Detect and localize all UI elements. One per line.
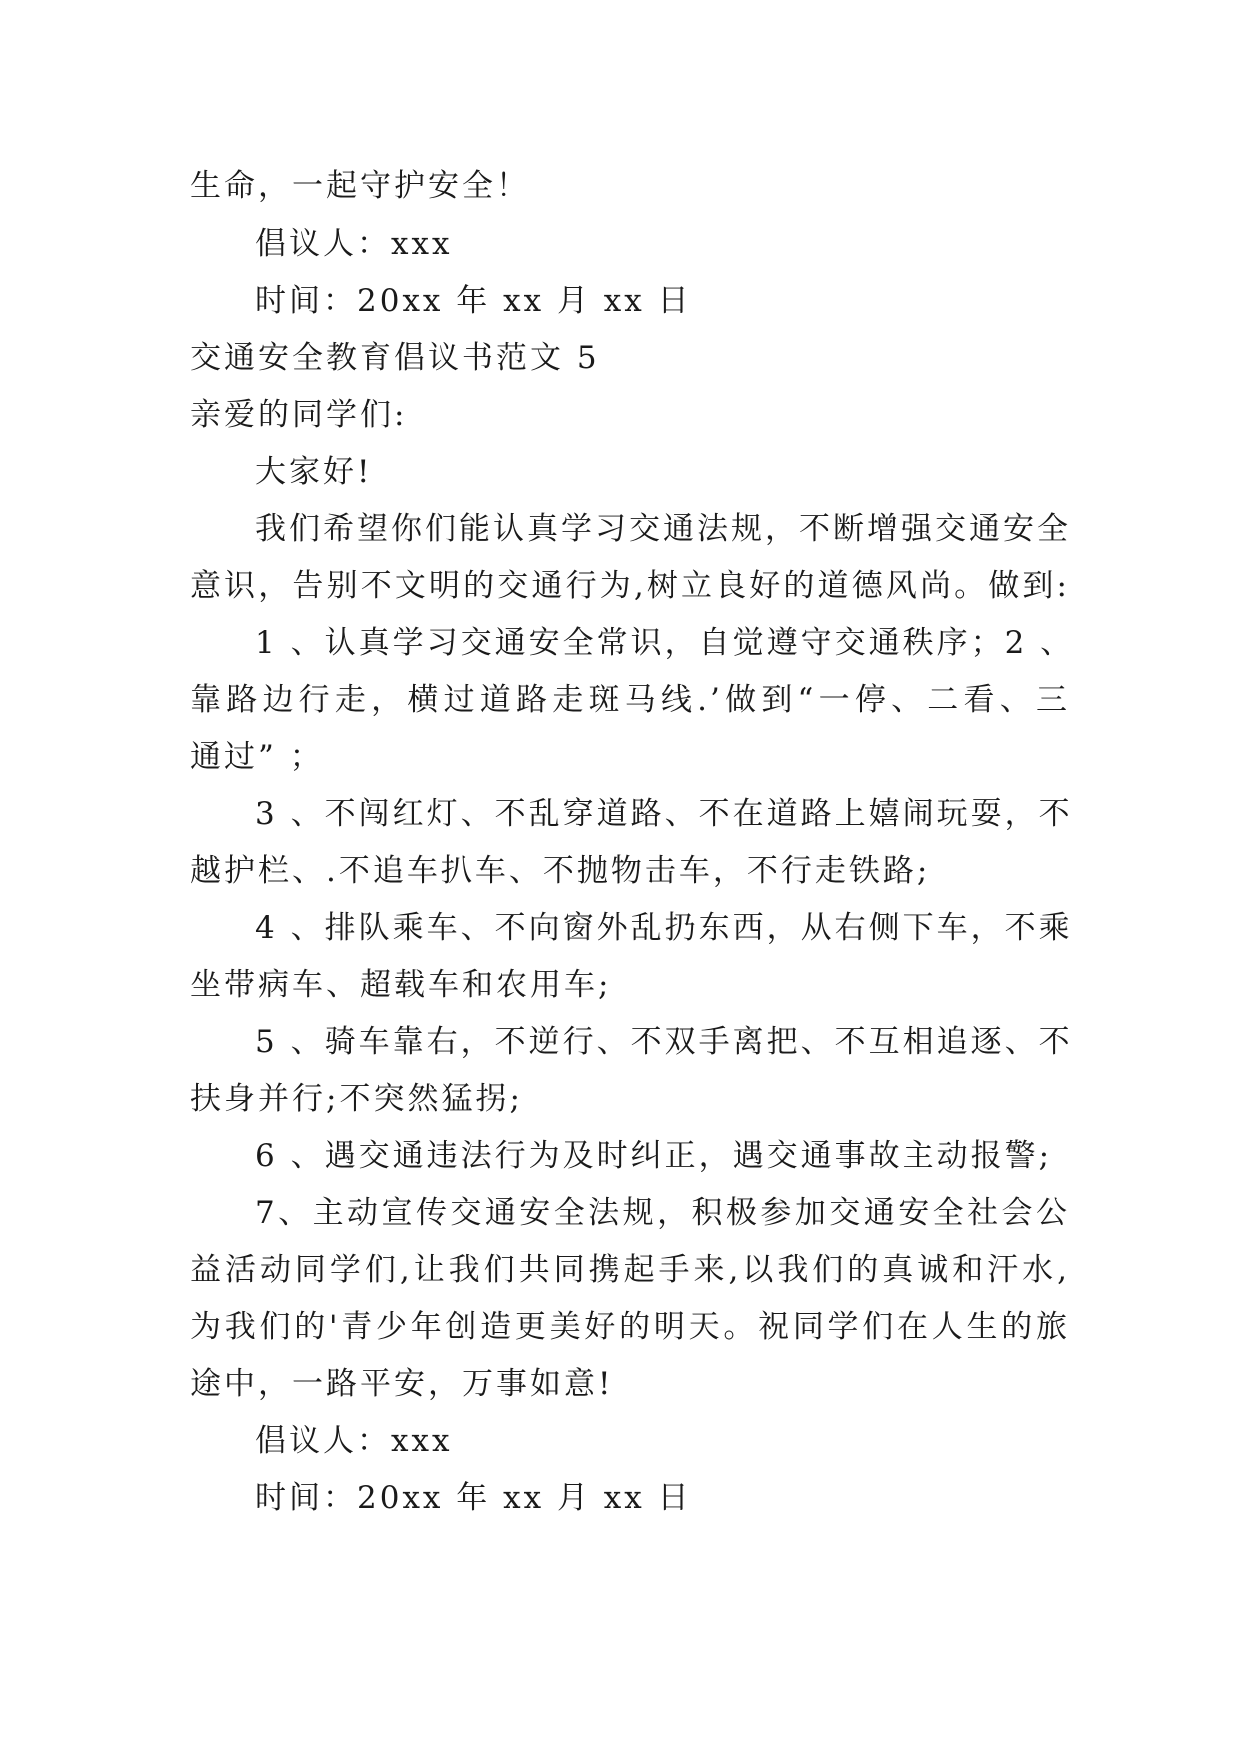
- proposer-line: 倡议人：xxx: [255, 226, 453, 262]
- list-item-3-line: 越护栏、.不追车扒车、不抛物击车，不行走铁路;: [190, 853, 931, 889]
- proposer-line: 倡议人：xxx: [255, 1423, 453, 1459]
- list-item-7-line: 途中，一路平安，万事如意!: [190, 1366, 614, 1402]
- list-item-7-line: 7、主动宣传交通安全法规，积极参加交通安全社会公: [255, 1195, 1070, 1231]
- text-line-1: 生命，一起守护安全！: [190, 168, 530, 204]
- list-item-2-line: 通过” ；: [190, 739, 324, 775]
- paragraph-line: 我们希望你们能认真学习交通法规，不断增强交通安全: [255, 511, 1071, 547]
- list-item-7-line: 益活动同学们,让我们共同携起手来,以我们的真诚和汗水,: [190, 1252, 1070, 1288]
- date-line: 时间：20xx 年 xx 月 xx 日: [255, 1480, 692, 1516]
- list-item-5-line: 5 、骑车靠右，不逆行、不双手离把、不互相追逐、不: [255, 1024, 1073, 1060]
- greeting: 大家好!: [255, 454, 373, 490]
- list-item-1-line: 1 、认真学习交通安全常识，自觉遵守交通秩序；2 、: [255, 625, 1075, 661]
- date-line: 时间：20xx 年 xx 月 xx 日: [255, 283, 692, 319]
- paragraph-line: 意识，告别不文明的交通行为,树立良好的道德风尚。做到:: [190, 568, 1070, 604]
- list-item-3-line: 3 、不闯红灯、不乱穿道路、不在道路上嬉闹玩耍，不: [255, 796, 1073, 832]
- list-item-5-line: 扶身并行;不突然猛拐;: [190, 1081, 523, 1117]
- list-item-7-line: 为我们的'青少年创造更美好的明天。祝同学们在人生的旅: [190, 1309, 1070, 1345]
- salutation: 亲爱的同学们:: [190, 397, 408, 433]
- list-item-4-line: 坐带病车、超载车和农用车;: [190, 967, 612, 1003]
- list-item-2-line: 靠路边行走，横过道路走斑马线.’做到“一停、二看、三: [190, 682, 1070, 718]
- section-title: 交通安全教育倡议书范文 5: [190, 340, 600, 376]
- list-item-4-line: 4 、排队乘车、不向窗外乱扔东西，从右侧下车，不乘: [255, 910, 1073, 946]
- list-item-6-line: 6 、遇交通违法行为及时纠正，遇交通事故主动报警;: [255, 1138, 1053, 1174]
